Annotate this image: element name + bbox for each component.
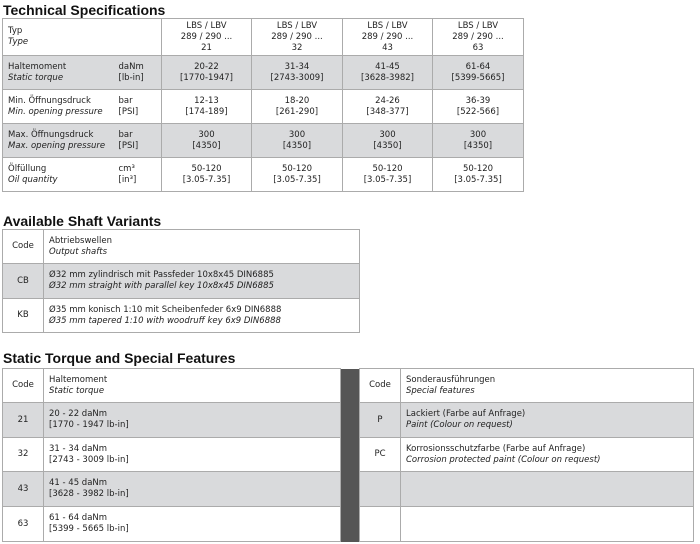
torque-code-header: Code: [3, 369, 44, 403]
type-col-21: LBS / LBV 289 / 290 ... 21: [162, 19, 252, 56]
shaft-code: KB: [3, 299, 44, 333]
value-cell: 300 [4350]: [433, 124, 524, 158]
shaft-row-kb: KB Ø35 mm konisch 1:10 mit Scheibenfeder 6x9 DIN6888 Ø35 mm tapered 1:10 with woodruff key 6x9 DIN6888: [3, 299, 360, 333]
value-cell: 50-120 [3.05-7.35]: [252, 158, 343, 192]
shaft-row-cb: CB Ø32 mm zylindrisch mit Passfeder 10x8x45 DIN6885 Ø32 mm straight with parallel key 10x8x45 DIN6885: [3, 264, 360, 299]
tech-row-max-pressure: Max. Öffnungsdruck Max. opening pressure bar [PSI] 300 [4350] 300 [4350] 300 [4350] 300 [4350]: [3, 124, 524, 158]
value-cell: 24-26 [348-377]: [343, 90, 433, 124]
value-cell: 12-13 [174-189]: [162, 90, 252, 124]
feature-code: P: [360, 403, 401, 438]
code-header: Code: [3, 230, 44, 264]
value-cell: 50-120 [3.05-7.35]: [433, 158, 524, 192]
value-cell: 31-34 [2743-3009]: [252, 56, 343, 90]
torque-row: 21 20 - 22 daNm [1770 - 1947 lb-in] P Lackiert (Farbe auf Anfrage) Paint (Colour on request): [3, 403, 694, 438]
torque-code: 63: [3, 507, 44, 542]
value-cell: 20-22 [1770-1947]: [162, 56, 252, 90]
value-cell: 50-120 [3.05-7.35]: [162, 158, 252, 192]
torque-features-title: Static Torque and Special Features: [3, 350, 236, 366]
type-label-cell: [3, 19, 114, 56]
value-cell: 300 [4350]: [343, 124, 433, 158]
shaft-variants-table: [2, 229, 360, 333]
torque-features-table: [2, 368, 694, 542]
tech-header-row: [3, 19, 524, 56]
tech-row-min-pressure: Min. Öffnungsdruck Min. opening pressure bar [PSI] 12-13 [174-189] 18-20 [261-290] 24-26 [348-377] 36-39 [522-566]: [3, 90, 524, 124]
feature-code: PC: [360, 438, 401, 472]
type-label-de: Typ: [8, 26, 23, 36]
torque-row: 43 41 - 45 daNm [3628 - 3982 lb-in]: [3, 472, 694, 507]
torque-code: 43: [3, 472, 44, 507]
torque-code: 32: [3, 438, 44, 472]
tech-specs-title: Technical Specifications: [3, 2, 166, 18]
separator-bar: [341, 369, 360, 542]
feature-code-header: Code: [360, 369, 401, 403]
type-label-en: Type: [8, 37, 29, 47]
torque-header-row: Code Haltemoment Static torque Code Sonderausführungen Special features: [3, 369, 694, 403]
shaft-code: CB: [3, 264, 44, 299]
shaft-variants-title: Available Shaft Variants: [3, 213, 162, 229]
value-cell: 41-45 [3628-3982]: [343, 56, 433, 90]
feature-code: [360, 472, 401, 507]
value-cell: 36-39 [522-566]: [433, 90, 524, 124]
type-col-32: LBS / LBV 289 / 290 ... 32: [252, 19, 343, 56]
value-cell: 300 [4350]: [162, 124, 252, 158]
value-cell: 50-120 [3.05-7.35]: [343, 158, 433, 192]
value-cell: 61-64 [5399-5665]: [433, 56, 524, 90]
tech-specs-table: [2, 18, 524, 192]
type-col-63: LBS / LBV 289 / 290 ... 63: [433, 19, 524, 56]
value-cell: 18-20 [261-290]: [252, 90, 343, 124]
torque-row: 63 61 - 64 daNm [5399 - 5665 lb-in]: [3, 507, 694, 542]
torque-row: 32 31 - 34 daNm [2743 - 3009 lb-in] PC Korrosionsschutzfarbe (Farbe auf Anfrage) Corrosion protected paint (Colour on request): [3, 438, 694, 472]
shaft-header-row: Code Abtriebswellen Output shafts: [3, 230, 360, 264]
torque-code: 21: [3, 403, 44, 438]
tech-row-oil-quantity: Ölfüllung Oil quantity cm³ [in³] 50-120 [3.05-7.35] 50-120 [3.05-7.35] 50-120 [3.05-7.35] 50-120 [3.05-7.35]: [3, 158, 524, 192]
feature-code: [360, 507, 401, 542]
tech-row-static-torque: Haltemoment Static torque daNm [lb-in] 20-22 [1770-1947] 31-34 [2743-3009] 41-45 [3628-3982] 61-64 [5399-5665]: [3, 56, 524, 90]
type-col-43: LBS / LBV 289 / 290 ... 43: [343, 19, 433, 56]
value-cell: 300 [4350]: [252, 124, 343, 158]
